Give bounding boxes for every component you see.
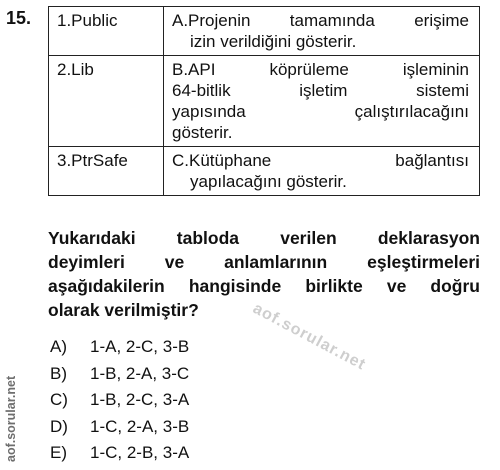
cell-line: yapısında çalıştırılacağını [172, 102, 469, 121]
option-letter: E) [50, 443, 67, 462]
option-text: 1-C, 2-B, 3-A [90, 443, 190, 462]
question-line: olarak verilmiştir? [48, 300, 199, 320]
table-cell-left: 3.PtrSafe [49, 147, 164, 196]
option-e[interactable] [50, 440, 189, 467]
option-c[interactable] [50, 387, 189, 414]
option-letter: C) [50, 390, 68, 409]
table-row [49, 7, 480, 56]
table-cell-left: 2.Lib [49, 56, 164, 147]
cell-line: C.Kütüphane bağlantısı [172, 151, 469, 170]
cell-line: izin verildiğini gösterir. [190, 32, 357, 51]
cell-line: gösterir. [172, 123, 233, 142]
cell-line: 64-bitlik işletim sistemi [172, 81, 469, 100]
option-b[interactable] [50, 361, 189, 388]
option-text: 1-B, 2-A, 3-C [90, 363, 190, 383]
option-a[interactable] [50, 334, 189, 361]
option-letter: A) [50, 337, 67, 356]
cell-line: A.Projenin tamamında erişime [172, 11, 469, 30]
answer-options [50, 334, 189, 467]
table-cell-left: 1.Public [49, 7, 164, 56]
question-number: 15. [6, 8, 32, 28]
table-cell-right [164, 7, 480, 56]
cell-line: yapılacağını gösterir. [190, 172, 347, 191]
option-text: 1-A, 2-C, 3-B [90, 337, 190, 356]
watermark-vertical: aof.sorular.net [4, 375, 18, 462]
option-letter: D) [50, 416, 68, 436]
question-line: aşağıdakilerin hangisinde birlikte ve doğru [48, 276, 480, 296]
question-line: deyimleri ve anlamlarının eşleştirmeleri [48, 252, 480, 272]
option-text: 1-B, 2-C, 3-A [90, 390, 190, 409]
option-letter: B) [50, 363, 67, 383]
option-d[interactable] [50, 414, 189, 441]
question-line: Yukarıdaki tabloda verilen deklarasyon [48, 228, 480, 248]
cell-line: B.API köprüleme işleminin [172, 60, 469, 79]
watermark-diagonal: aof.sorular.net [250, 300, 369, 374]
table-row [49, 56, 480, 147]
table-cell-right [164, 147, 480, 196]
matching-table [48, 6, 480, 196]
option-text: 1-C, 2-A, 3-B [90, 416, 190, 436]
table-cell-right [164, 56, 480, 147]
table-row [49, 147, 480, 196]
